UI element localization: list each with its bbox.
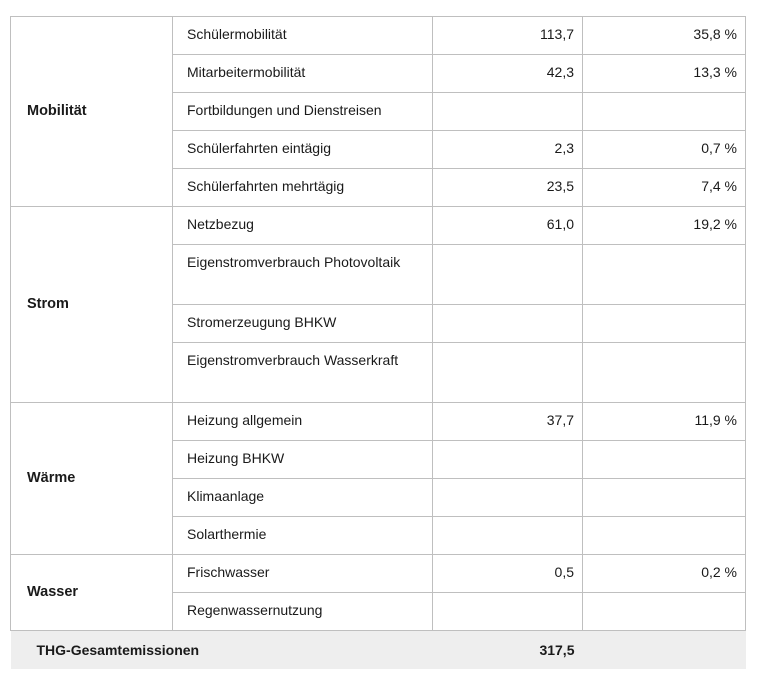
category-label: Mobilität [11, 17, 173, 207]
emission-value: 37,7 [433, 403, 583, 441]
emission-percent: 19,2 % [583, 207, 746, 245]
table-row [11, 403, 746, 441]
item-label: Netzbezug [173, 207, 433, 245]
item-label: Frischwasser [173, 555, 433, 593]
item-label: Mitarbeitermobilität [173, 55, 433, 93]
emissions-table [10, 16, 746, 669]
emission-percent: 13,3 % [583, 55, 746, 93]
emission-percent: 0,2 % [583, 555, 746, 593]
emission-value: 61,0 [433, 207, 583, 245]
emission-value [433, 479, 583, 517]
emission-percent [583, 343, 746, 403]
emission-percent: 11,9 % [583, 403, 746, 441]
item-label: Heizung BHKW [173, 441, 433, 479]
emission-value [433, 343, 583, 403]
emission-percent [583, 93, 746, 131]
emission-percent: 7,4 % [583, 169, 746, 207]
emission-value [433, 517, 583, 555]
emission-percent [583, 593, 746, 631]
emission-value: 0,5 [433, 555, 583, 593]
emission-value [433, 305, 583, 343]
emission-value: 42,3 [433, 55, 583, 93]
item-label: Solarthermie [173, 517, 433, 555]
item-label: Heizung allgemein [173, 403, 433, 441]
emission-percent [583, 479, 746, 517]
emission-percent [583, 245, 746, 305]
table-row [11, 207, 746, 245]
item-label: Fortbildungen und Dienstreisen [173, 93, 433, 131]
item-label: Klimaanlage [173, 479, 433, 517]
total-label: THG-Gesamtemissionen [11, 631, 433, 670]
emission-value [433, 593, 583, 631]
item-label: Eigenstromverbrauch Photovoltaik [173, 245, 433, 305]
category-label: Wärme [11, 403, 173, 555]
emission-percent [583, 517, 746, 555]
emission-percent: 35,8 % [583, 17, 746, 55]
category-label: Wasser [11, 555, 173, 631]
item-label: Regenwassernutzung [173, 593, 433, 631]
table-row [11, 555, 746, 593]
emission-value [433, 245, 583, 305]
emission-percent [583, 305, 746, 343]
emission-value: 113,7 [433, 17, 583, 55]
emission-percent: 0,7 % [583, 131, 746, 169]
item-label: Stromerzeugung BHKW [173, 305, 433, 343]
table-row [11, 17, 746, 55]
total-percent-empty [583, 631, 746, 670]
emission-value [433, 93, 583, 131]
total-value: 317,5 [433, 631, 583, 670]
emission-value [433, 441, 583, 479]
item-label: Schülerfahrten mehrtägig [173, 169, 433, 207]
emission-value: 23,5 [433, 169, 583, 207]
item-label: Schülermobilität [173, 17, 433, 55]
category-label: Strom [11, 207, 173, 403]
emission-value: 2,3 [433, 131, 583, 169]
item-label: Schülerfahrten eintägig [173, 131, 433, 169]
emission-percent [583, 441, 746, 479]
total-row [11, 631, 746, 670]
item-label: Eigenstromverbrauch Wasserkraft [173, 343, 433, 403]
